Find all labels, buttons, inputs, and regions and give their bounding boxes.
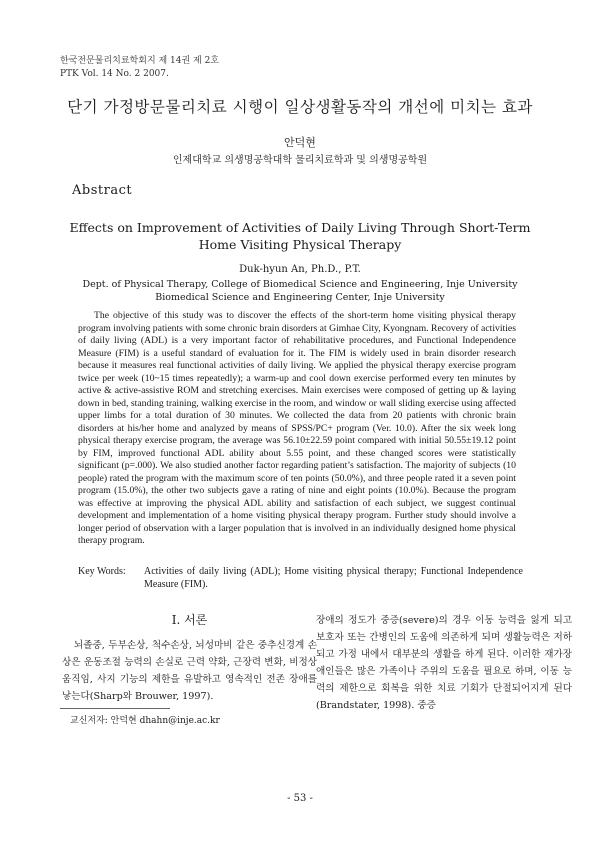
- korean-title: 단기 가정방문물리치료 시행이 일상생활동작의 개선에 미치는 효과: [67, 98, 533, 116]
- english-affiliation-line1: Dept. of Physical Therapy, College of Biomedical Science and Engineering, Inje University: [82, 279, 518, 290]
- abstract-body: The objective of this study was to discover the effects of the short-term home visiting physical therapy program involving patients with some chronic brain disorders at Gimhae City, Kyongnam. Recovery of activities of daily living (ADL) is a very important factor of rehabilitative procedures, and Functional Independence Measure (FIM) is a useful standard of evaluation for it. The FIM is widely used in brain disorder research because it measures real functional activities of daily living. We applied the physical therapy exercise program twice per week (10~15 times repeatedly); a warm-up and cool down exercise performed every ten minutes by active & active-assistive ROM and stretching exercises. Main exercises were composed of getting up & laying down in bed, standing training, walking exercise in the room, and window or wall sliding exercise using affected upper limbs for a total duration of 30 minutes. We collected the data from 20 patients with chronic brain disorders at his/her home and analyzed by means of SPSS/PC+ program (Ver. 10.0). After the six week long physical therapy exercise program, the average was 56.10±22.59 point compared with initial 50.55±19.12 point by FIM, improved functional ADL ability about 5.55 point, and these changed scores were statistically significant (p=.000). We also studied another factor regarding patient’s satisfaction. The majority of subjects (10 people) rated the program with the maximum score of ten points (50.0%), and three people rated it a seven point program (15.0%), the other two subjects gave a rating of nine and eight points (10.0%). Because the program was effective at improving the physical ADL ability and satisfaction of each subject, we suggest continual development and implementation of a home visiting physical therapy program. Further study should involve a longer period of observation with a larger population that is involved in an individually designed home physical therapy program.: [78, 310, 516, 546]
- abstract-heading: Abstract: [72, 183, 133, 198]
- section-heading: Ⅰ. 서론: [171, 613, 208, 627]
- english-author: Duk-hyun An, Ph.D., P.T.: [239, 264, 361, 275]
- english-title: Effects on Improvement of Activities of Daily Living Through Short-Term Home Visiting Physical Therapy: [69, 220, 531, 252]
- footnote-divider: [60, 708, 170, 709]
- korean-affiliation: 인제대학교 의생명공학대학 물리치료학과 및 의생명공학원: [172, 155, 428, 166]
- right-column-text: 장애의 정도가 중증(severe)의 경우 이동 능력을 잃게 되고 보호자 또는 간병인의 도움에 의존하게 되며 생활능력은 저하되고 가정 내에서 대부분의 생활을 하게 된다. 이러한 재가장애인들은 많은 가족이나 주위의 도움을 필요로 하며, 이동 능력의 제한으로 회복을 위한 치료 기회가 단절되어지게 된다(Brandstater, 1998). 중증: [316, 615, 572, 711]
- left-column: [62, 612, 317, 705]
- journal-name: 한국전문물리치료학회지 제 14권 제 2호: [60, 56, 220, 66]
- keywords-text: Activities of daily living (ADL); Home visiting physical therapy; Functional Independence Measure (FIM).: [144, 566, 523, 590]
- english-affiliation: [0, 278, 600, 304]
- english-affiliation-line2: Biomedical Science and Engineering Center, Inje University: [155, 292, 445, 303]
- journal-volume: PTK Vol. 14 No. 2 2007.: [60, 69, 169, 79]
- journal-header: [60, 55, 219, 81]
- keywords-label: Key Words:: [78, 566, 126, 577]
- page-number: - 53 -: [287, 793, 313, 804]
- keywords: [78, 565, 523, 591]
- left-column-text: 뇌졸중, 두부손상, 척수손상, 뇌성마비 같은 중추신경계 손상은 운동조절 능력의 손실로 근력 약화, 근장력 변화, 비정상 움직임, 사지 기능의 제한을 유발하고 영속적인 전존 장애를 낳는다(Sharp와 Brouwer, 1997).: [62, 640, 317, 702]
- right-column: [316, 612, 572, 714]
- korean-author: 안덕현: [284, 136, 316, 149]
- footnote: 교신저자: 안덕현 dhahn@inje.ac.kr: [70, 716, 220, 726]
